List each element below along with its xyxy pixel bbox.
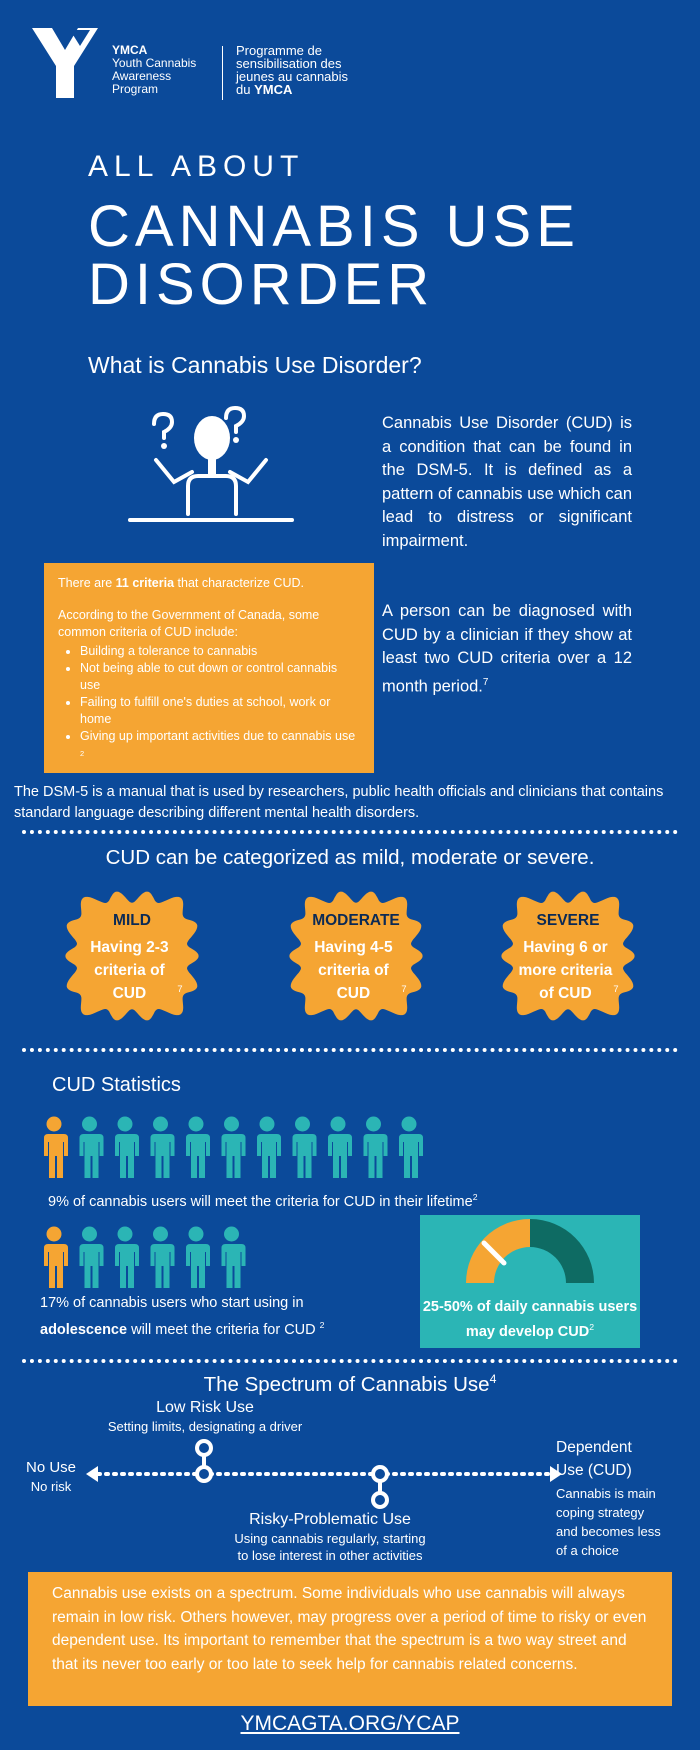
badge-severe bbox=[496, 886, 640, 1026]
list-item-ref: 2 bbox=[80, 749, 85, 758]
list-item bbox=[80, 728, 360, 766]
spectrum-low-desc: Setting limits, designating a driver bbox=[107, 1419, 303, 1434]
spectrum-dependent-title-2: Use (CUD) bbox=[556, 1462, 632, 1479]
spectrum-dependent-desc bbox=[556, 1484, 676, 1560]
section-title-what: What is Cannabis Use Disorder? bbox=[88, 352, 422, 378]
logo-ymca: YMCA bbox=[112, 43, 148, 57]
badge-desc bbox=[60, 936, 204, 1005]
logo-en-line: Program bbox=[112, 82, 159, 96]
badge-desc-text: Having 6 or more criteria of CUD bbox=[518, 939, 613, 1002]
person-icon bbox=[186, 1227, 210, 1289]
cud-definition: Cannabis Use Disorder (CUD) is a condition that can be found in the DSM-5. It is defined as a pattern of cannabis use which can lead to distress or significant impairment. bbox=[382, 414, 632, 550]
summary-box bbox=[28, 1572, 672, 1706]
dotted-divider bbox=[22, 1359, 678, 1363]
gauge-icon bbox=[420, 1215, 640, 1295]
criteria-gov: According to the Government of Canada, some common criteria of CUD include: bbox=[58, 608, 320, 639]
confused-person-icon bbox=[126, 404, 296, 526]
person-icon bbox=[151, 1117, 175, 1179]
cud-diagnosis bbox=[382, 600, 632, 699]
person-icon bbox=[257, 1117, 281, 1179]
spectrum-dependent bbox=[556, 1436, 676, 1560]
daily-users-box bbox=[420, 1215, 640, 1348]
spectrum-dependent-desc-line: and becomes less bbox=[556, 1524, 661, 1539]
criteria-intro-pre: There are bbox=[58, 576, 116, 590]
logo-en-line: Awareness bbox=[112, 69, 172, 83]
stat-adolescence bbox=[40, 1292, 380, 1341]
categories-title: CUD can be categorized as mild, moderate or severe. bbox=[105, 846, 595, 869]
badge-mild bbox=[60, 886, 204, 1026]
logo-french bbox=[236, 44, 348, 96]
stat-lifetime-text: 9% of cannabis users will meet the criteria for CUD in their lifetime bbox=[48, 1193, 473, 1210]
spectrum-none bbox=[14, 1458, 88, 1495]
people-row-17-percent bbox=[38, 1226, 258, 1292]
spectrum-title-ref: 4 bbox=[489, 1372, 497, 1386]
stat-lifetime bbox=[48, 1186, 608, 1213]
logo-en-line: Youth Cannabis bbox=[112, 56, 197, 70]
daily-users-ref: 2 bbox=[589, 1322, 595, 1332]
stat-adolescence-ref: 2 bbox=[319, 1320, 325, 1330]
criteria-count: 11 criteria bbox=[115, 576, 175, 590]
dotted-divider bbox=[22, 1048, 678, 1052]
people-row-9-percent bbox=[38, 1116, 438, 1182]
criteria-intro-post: that characterize CUD. bbox=[174, 576, 304, 590]
list-item: • Failing to fulfill one's duties at school, work or home bbox=[80, 694, 360, 728]
spectrum-line bbox=[84, 1436, 564, 1516]
person-icon bbox=[328, 1117, 352, 1179]
spectrum-risky bbox=[200, 1510, 460, 1564]
criteria-intro bbox=[58, 575, 360, 592]
criteria-list bbox=[58, 643, 360, 766]
list-item: • Building a tolerance to cannabis bbox=[80, 643, 360, 660]
cud-diagnosis-text: A person can be diagnosed with CUD by a clinician if they show at least two CUD criteria over a 12 month period. bbox=[382, 602, 632, 695]
person-icon bbox=[364, 1117, 388, 1179]
badge-label: MODERATE bbox=[312, 912, 400, 929]
badge-ref: 7 bbox=[401, 983, 407, 994]
logo-fr-line: Programme de bbox=[236, 43, 322, 58]
badge-desc-text: Having 4-5 criteria of CUD bbox=[314, 939, 393, 1002]
spectrum-dependent-desc-line: coping strategy bbox=[556, 1505, 645, 1520]
cud-diagnosis-ref: 7 bbox=[482, 676, 489, 688]
daily-users-text bbox=[420, 1297, 640, 1342]
badge-content bbox=[60, 912, 204, 1005]
stat-adolescence-post: will meet the criteria for CUD bbox=[127, 1321, 316, 1338]
title-line-2: DISORDER bbox=[88, 252, 435, 317]
person-icon bbox=[186, 1117, 210, 1179]
dotted-divider bbox=[22, 830, 678, 834]
list-item-text: Giving up important activities due to cannabis use bbox=[80, 729, 356, 743]
badge-label: MILD bbox=[113, 912, 151, 929]
spectrum-title bbox=[0, 1372, 700, 1397]
logo-fr-line: sensibilisation des bbox=[236, 56, 342, 71]
dsm-note: The DSM-5 is a manual that is used by researchers, public health officials and clinicians that contains standard language describing different mental health disorders. bbox=[14, 784, 664, 821]
spectrum-low bbox=[60, 1398, 350, 1435]
person-icon bbox=[399, 1117, 423, 1179]
spectrum-risky-desc-2: to lose interest in other activities bbox=[237, 1548, 423, 1563]
logo-fr-line: du bbox=[236, 82, 251, 97]
person-icon bbox=[115, 1227, 139, 1289]
spectrum-none-desc: No risk bbox=[30, 1479, 72, 1494]
spectrum-dependent-desc-line: Cannabis is main bbox=[556, 1486, 656, 1501]
stat-adolescence-pre: 17% of cannabis users who start using in bbox=[40, 1295, 304, 1311]
spectrum-low-title: Low Risk Use bbox=[156, 1399, 254, 1416]
logo-english bbox=[112, 44, 196, 96]
spectrum-dependent-desc-line: of a choice bbox=[556, 1543, 619, 1558]
spectrum-dependent-title bbox=[556, 1436, 676, 1482]
person-icon bbox=[44, 1227, 68, 1289]
person-icon bbox=[151, 1227, 175, 1289]
statistics-title: CUD Statistics bbox=[52, 1074, 181, 1096]
badge-label: SEVERE bbox=[536, 912, 600, 929]
logo-divider bbox=[222, 46, 223, 100]
person-icon bbox=[44, 1117, 68, 1179]
summary-text: Cannabis use exists on a spectrum. Some individuals who use cannabis will always remain in low risk. Others however, may progress over a period of time to risky or even dependent use. Its important to remember that the spectrum is a two way street and that its never too early or too late to seek help for cannabis related concerns. bbox=[52, 1585, 647, 1673]
badge-ref: 7 bbox=[177, 983, 183, 994]
person-icon bbox=[80, 1227, 104, 1289]
person-icon bbox=[80, 1117, 104, 1179]
person-icon bbox=[115, 1117, 139, 1179]
ymca-logo-icon bbox=[32, 28, 102, 98]
person-icon bbox=[222, 1227, 246, 1289]
page-title bbox=[88, 194, 580, 317]
person-icon bbox=[222, 1117, 246, 1179]
kicker: ALL ABOUT bbox=[88, 150, 305, 183]
website-link[interactable]: YMCAGTA.ORG/YCAP bbox=[240, 1712, 460, 1735]
spectrum-none-title: No Use bbox=[25, 1459, 77, 1476]
list-item: • Not being able to cut down or control cannabis use bbox=[80, 660, 360, 694]
badge-desc-text: Having 2-3 criteria of CUD bbox=[90, 939, 169, 1002]
title-line-1: CANNABIS USE bbox=[88, 194, 580, 259]
badge-content bbox=[496, 912, 640, 1005]
spectrum-dependent-title-1: Dependent bbox=[556, 1439, 632, 1456]
stat-lifetime-ref: 2 bbox=[472, 1192, 478, 1202]
daily-users-label: 25-50% of daily cannabis users may develop CUD bbox=[422, 1299, 638, 1340]
stat-adolescence-bold: adolescence bbox=[40, 1321, 128, 1338]
logo-fr-line: jeunes au cannabis bbox=[236, 69, 349, 84]
badge-content bbox=[284, 912, 428, 1005]
criteria-box bbox=[44, 563, 374, 773]
spectrum-title-text: The Spectrum of Cannabis Use bbox=[203, 1372, 490, 1396]
spectrum-risky-desc-1: Using cannabis regularly, starting bbox=[234, 1531, 426, 1546]
badge-desc bbox=[496, 936, 640, 1005]
badge-desc bbox=[284, 936, 428, 1005]
person-icon bbox=[293, 1117, 317, 1179]
spectrum-risky-title: Risky-Problematic Use bbox=[249, 1511, 411, 1528]
badge-moderate bbox=[284, 886, 428, 1026]
badge-ref: 7 bbox=[613, 983, 619, 994]
logo-fr-ymca: YMCA bbox=[254, 82, 293, 97]
